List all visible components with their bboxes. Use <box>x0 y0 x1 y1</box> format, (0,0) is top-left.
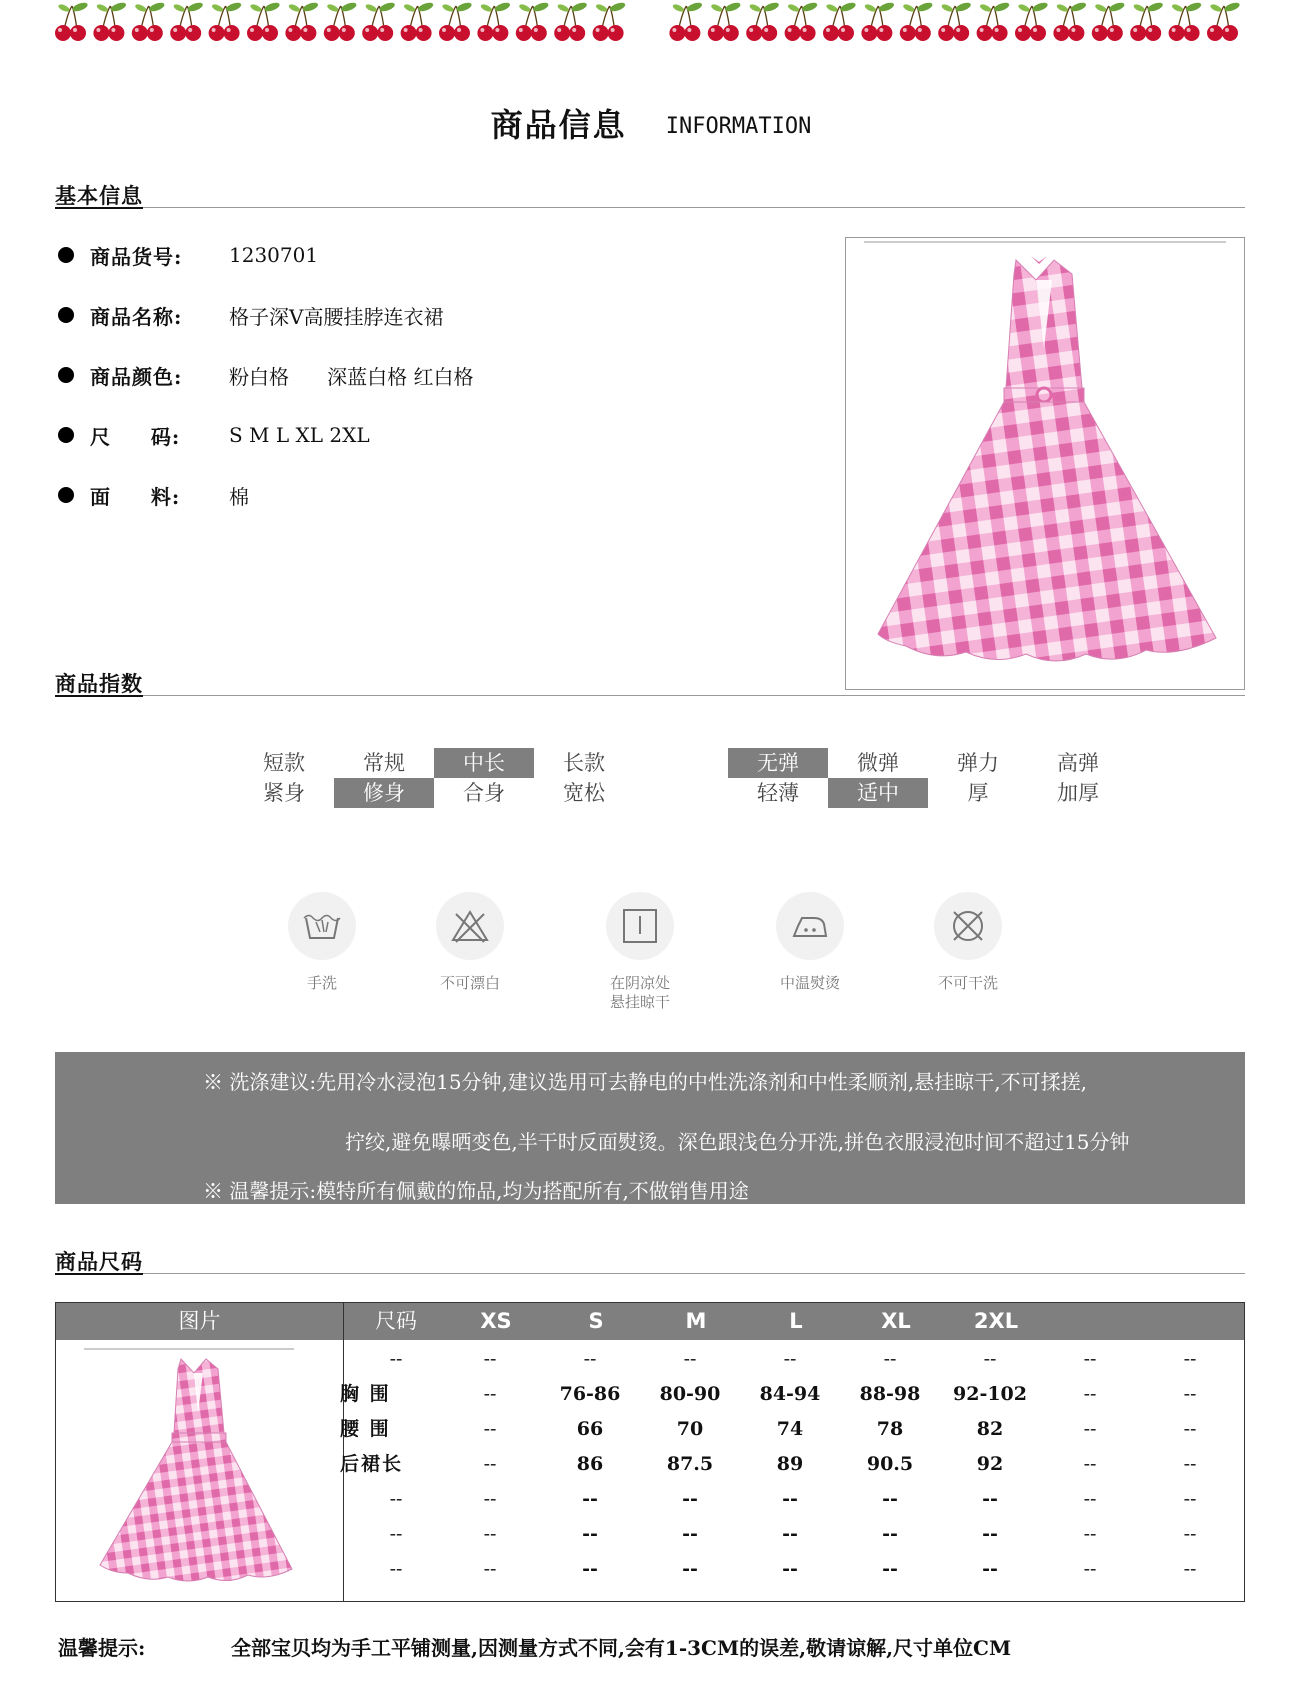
bullet-icon <box>58 487 74 503</box>
header-size-xs: XS <box>480 1309 512 1333</box>
index-length-regular: 常规 <box>363 751 405 775</box>
size-cell: -- <box>483 1453 497 1475</box>
index-fit-loose: 宽松 <box>563 781 605 805</box>
size-cell: 92-102 <box>953 1383 1027 1405</box>
size-cell: 87.5 <box>666 1453 714 1475</box>
section-product-index-title: 商品指数 <box>55 671 143 696</box>
care-label: 不可漂白 <box>439 974 500 992</box>
header-size-m: M <box>685 1309 707 1333</box>
index-elastic-high: 高弹 <box>1057 751 1099 775</box>
care-label: 手洗 <box>306 974 337 992</box>
header-picture: 图片 <box>178 1309 221 1333</box>
size-cell: -- <box>783 1348 797 1370</box>
care-no-bleach <box>405 892 535 993</box>
cherry-icon <box>900 1 934 41</box>
section-basic-info <box>55 180 1245 208</box>
size-cell: -- <box>1183 1418 1197 1440</box>
no-bleach-icon <box>436 892 504 960</box>
size-cell: -- <box>882 1488 898 1510</box>
size-cell: -- <box>483 1383 497 1405</box>
page-title-cn: 商品信息 <box>490 106 627 144</box>
size-cell: -- <box>982 1523 998 1545</box>
info-row-fabric <box>58 480 249 510</box>
size-row-label: 胸 围 <box>340 1383 391 1405</box>
size-cell: -- <box>1083 1558 1097 1580</box>
size-cell: 90.5 <box>866 1453 914 1475</box>
index-length-short: 短款 <box>263 751 305 775</box>
info-row-name <box>58 300 443 330</box>
cherry-icon <box>669 1 703 41</box>
info-value: 粉白格 深蓝白格 红白格 <box>229 364 474 389</box>
header-size-xl: XL <box>881 1309 911 1333</box>
cherry-icon <box>209 1 243 41</box>
size-cell: -- <box>583 1348 597 1370</box>
size-cell: 89 <box>776 1453 804 1475</box>
cherry-icon <box>401 1 435 41</box>
size-cell: -- <box>1083 1488 1097 1510</box>
section-product-size <box>55 1246 1245 1274</box>
size-cell: -- <box>1083 1348 1097 1370</box>
bullet-icon <box>58 247 74 263</box>
index-elastic-none: 无弹 <box>728 748 828 778</box>
product-image <box>845 237 1245 690</box>
cherry-icon <box>516 1 550 41</box>
header-size-2xl: 2XL <box>973 1309 1019 1333</box>
iron-medium-icon <box>776 892 844 960</box>
size-cell: -- <box>1183 1348 1197 1370</box>
size-cell: -- <box>483 1348 497 1370</box>
info-value: 1230701 <box>229 243 319 267</box>
care-no-dry-clean <box>903 892 1033 993</box>
cherry-icon <box>170 1 204 41</box>
cherry-icon <box>823 1 857 41</box>
size-cell: -- <box>882 1558 898 1580</box>
size-row-label: 后裙长 <box>340 1453 404 1475</box>
size-cell: -- <box>1183 1488 1197 1510</box>
index-thick-thick: 厚 <box>967 781 989 805</box>
cherry-icon <box>1015 1 1049 41</box>
cherry-icon <box>746 1 780 41</box>
cherry-icon <box>362 1 396 41</box>
size-cell: -- <box>983 1348 997 1370</box>
size-cell: -- <box>1183 1383 1197 1405</box>
cherry-icon <box>593 1 627 41</box>
size-cell: 78 <box>876 1418 904 1440</box>
cherry-icon <box>1130 1 1164 41</box>
size-cell: -- <box>982 1558 998 1580</box>
index-elastic-slight: 微弹 <box>857 751 899 775</box>
bullet-icon <box>58 367 74 383</box>
shade-dry-icon <box>606 892 674 960</box>
cherry-icon <box>247 1 281 41</box>
size-cell: 80-90 <box>659 1383 721 1405</box>
section-product-index <box>55 668 1245 696</box>
bottom-tip-label: 温馨提示: <box>58 1636 146 1660</box>
cherry-icon <box>554 1 588 41</box>
size-cell: -- <box>1083 1453 1097 1475</box>
page-title <box>0 100 1302 146</box>
section-basic-info-title: 基本信息 <box>55 183 143 208</box>
index-fit-slim: 修身 <box>334 778 434 808</box>
size-cell: -- <box>1183 1523 1197 1545</box>
header-size: 尺码 <box>375 1309 417 1333</box>
size-cell: -- <box>682 1488 698 1510</box>
wash-advice-box <box>55 1052 1245 1204</box>
size-cell: 92 <box>976 1453 1004 1475</box>
size-cell: -- <box>1083 1523 1097 1545</box>
size-cell: -- <box>682 1558 698 1580</box>
size-cell: 88-98 <box>859 1383 921 1405</box>
info-label: 商品货号: <box>90 244 183 269</box>
index-thick-extra: 加厚 <box>1057 781 1099 805</box>
size-cell: 84-94 <box>759 1383 821 1405</box>
size-row-label: -- <box>389 1523 403 1545</box>
cherry-icon <box>132 1 166 41</box>
index-fit-tight: 紧身 <box>263 781 305 805</box>
size-cell: 66 <box>576 1418 604 1440</box>
cherry-icon <box>1053 1 1087 41</box>
cherry-icon <box>55 1 89 41</box>
size-cell: -- <box>483 1418 497 1440</box>
size-table <box>55 1302 1245 1602</box>
size-cell: -- <box>1083 1383 1097 1405</box>
cherry-banner <box>52 0 1242 44</box>
care-iron-medium <box>745 892 875 993</box>
size-cell: 70 <box>676 1418 704 1440</box>
wash-advice-line-2: 拧绞,避免曝晒变色,半干时反面熨烫。深色跟浅色分开洗,拼色衣服浸泡时间不超过15分钟 <box>345 1130 1130 1154</box>
size-row-label: 腰 围 <box>340 1418 391 1440</box>
size-cell: 76-86 <box>559 1383 621 1405</box>
size-cell: -- <box>582 1523 598 1545</box>
index-thick-medium: 适中 <box>828 778 928 808</box>
care-label: 不可干洗 <box>937 974 998 992</box>
size-cell: -- <box>982 1488 998 1510</box>
info-row-sku <box>58 240 318 270</box>
size-cell: -- <box>582 1488 598 1510</box>
size-cell: -- <box>782 1523 798 1545</box>
index-thick-thin: 轻薄 <box>757 781 799 805</box>
page-title-en: INFORMATION <box>665 114 812 139</box>
cherry-icon <box>324 1 358 41</box>
section-product-size-title: 商品尺码 <box>55 1249 143 1274</box>
cherry-icon <box>1207 1 1241 41</box>
header-size-s: S <box>588 1309 604 1333</box>
info-row-color <box>58 360 474 390</box>
size-cell: -- <box>1183 1453 1197 1475</box>
info-row-size <box>58 420 370 450</box>
index-length-midi: 中长 <box>434 748 534 778</box>
cherry-icon <box>477 1 511 41</box>
size-cell: 74 <box>776 1418 804 1440</box>
bullet-icon <box>58 427 74 443</box>
size-table-header <box>56 1303 1244 1340</box>
size-cell: 86 <box>576 1453 604 1475</box>
dress-thumbnail <box>78 1347 320 1597</box>
cherry-icon <box>861 1 895 41</box>
hand-wash-icon <box>288 892 356 960</box>
cherry-icon <box>1092 1 1126 41</box>
size-cell: -- <box>683 1348 697 1370</box>
size-row-label: -- <box>389 1488 403 1510</box>
wash-advice-line-1: ※ 洗涤建议:先用冷水浸泡15分钟,建议选用可去静电的中性洗涤剂和中性柔顺剂,悬挂晾干,不可揉搓, <box>203 1070 1087 1094</box>
dress-illustration <box>846 238 1244 689</box>
care-label: 中温熨烫 <box>779 974 840 992</box>
size-row-label: -- <box>389 1558 403 1580</box>
size-cell: -- <box>1183 1558 1197 1580</box>
size-cell: -- <box>782 1558 798 1580</box>
size-cell: 82 <box>976 1418 1004 1440</box>
cherry-icon <box>93 1 127 41</box>
index-length-long: 长款 <box>563 751 605 775</box>
size-cell: -- <box>483 1558 497 1580</box>
care-label: 在阴凉处 悬挂晾干 <box>609 974 670 1011</box>
info-label: 商品颜色: <box>90 364 183 389</box>
cherry-icon <box>285 1 319 41</box>
cherry-icon <box>1169 1 1203 41</box>
no-dry-clean-icon <box>934 892 1002 960</box>
info-label: 尺 码: <box>90 424 181 449</box>
info-label: 商品名称: <box>90 304 183 329</box>
cherry-icon <box>938 1 972 41</box>
bullet-icon <box>58 307 74 323</box>
bottom-tip <box>58 1632 1012 1683</box>
size-cell: -- <box>882 1523 898 1545</box>
header-size-l: L <box>789 1309 803 1333</box>
wash-advice-line-3: ※ 温馨提示:模特所有佩戴的饰品,均为搭配所有,不做销售用途 <box>203 1179 749 1203</box>
size-cell: -- <box>582 1558 598 1580</box>
index-fit-regular: 合身 <box>463 781 505 805</box>
size-cell: -- <box>782 1488 798 1510</box>
info-value: 棉 <box>229 484 249 509</box>
care-hand-wash <box>257 892 387 993</box>
size-cell: -- <box>483 1523 497 1545</box>
cherry-icon <box>708 1 742 41</box>
info-value: S M L XL 2XL <box>229 423 370 447</box>
index-elastic-stretch: 弹力 <box>957 751 999 775</box>
cherry-icon <box>977 1 1011 41</box>
cherry-icon <box>785 1 819 41</box>
size-table-image <box>78 1347 320 1597</box>
cherry-icon <box>439 1 473 41</box>
size-cell: -- <box>883 1348 897 1370</box>
info-value: 格子深V高腰挂脖连衣裙 <box>229 304 444 329</box>
bottom-tip-text: 全部宝贝均为手工平铺测量,因测量方式不同,会有1-3CM的误差,敬请谅解,尺寸单位CM <box>231 1636 1012 1660</box>
size-cell: -- <box>682 1523 698 1545</box>
info-label: 面 料: <box>90 484 181 509</box>
size-cell: -- <box>483 1488 497 1510</box>
care-shade-dry <box>575 892 705 1012</box>
size-cell: -- <box>1083 1418 1097 1440</box>
size-row-label: -- <box>389 1348 403 1370</box>
